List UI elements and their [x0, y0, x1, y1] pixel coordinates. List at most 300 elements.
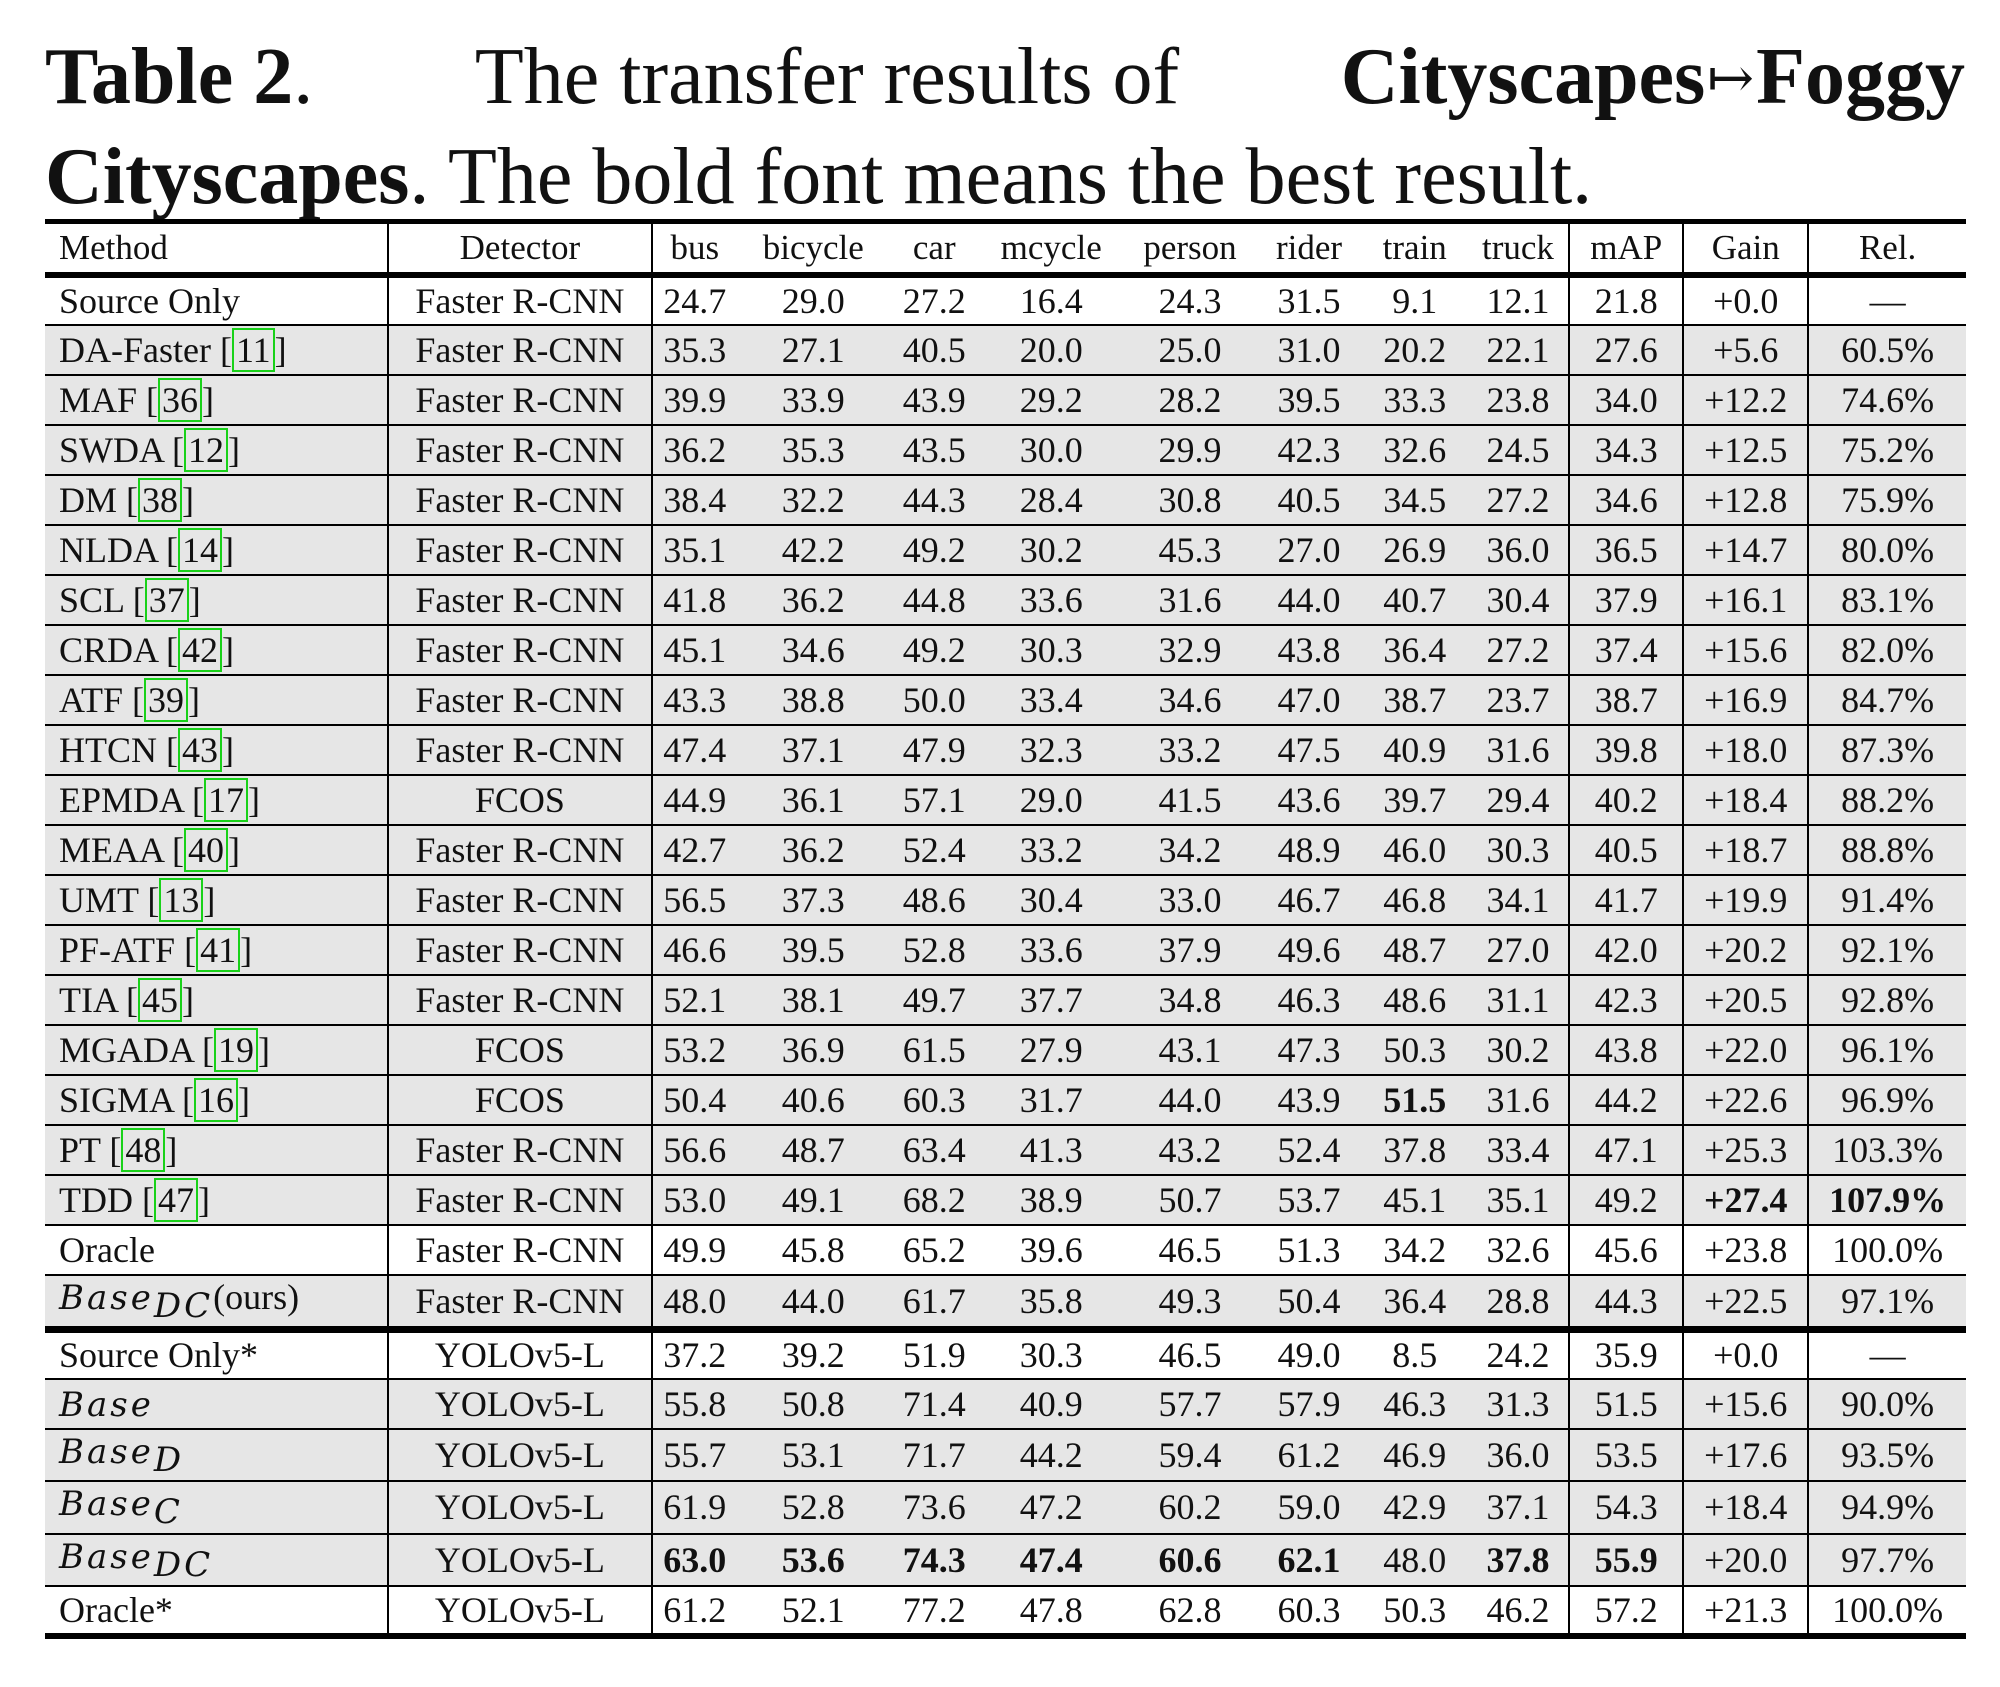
- value-cell-person: 45.3: [1124, 525, 1256, 575]
- value-cell-person: 60.2: [1124, 1481, 1256, 1533]
- method-cell: PT [ 48 ]: [45, 1125, 388, 1175]
- citation-link[interactable]: 48: [121, 1128, 165, 1172]
- value-cell-train: 45.1: [1362, 1175, 1468, 1225]
- method-name: DA-Faster: [59, 329, 211, 370]
- citation-link[interactable]: 14: [178, 528, 222, 572]
- method-suffix: (ours): [213, 1276, 300, 1317]
- value-cell-person: 31.6: [1124, 575, 1256, 625]
- value-cell-rider: 46.7: [1256, 875, 1362, 925]
- value-cell-bicycle: 35.3: [736, 425, 890, 475]
- value-cell-map: 53.5: [1569, 1429, 1683, 1481]
- citation-link[interactable]: 40: [184, 828, 228, 872]
- mapsto-symbol: ↦: [1707, 48, 1755, 110]
- value-cell-map: 55.9: [1569, 1534, 1683, 1586]
- value-cell-gain: +16.9: [1683, 675, 1808, 725]
- citation-link[interactable]: 41: [196, 928, 240, 972]
- value-cell-rel: 93.5%: [1808, 1429, 1966, 1481]
- value-cell-mcycle: 28.4: [979, 475, 1124, 525]
- value-cell-car: 48.6: [890, 875, 978, 925]
- value-cell-bus: 53.0: [652, 1175, 736, 1225]
- value-cell-car: 77.2: [902, 1589, 966, 1630]
- value-cell-bicycle: 45.8: [781, 1229, 845, 1270]
- value-cell-train: 34.2: [1383, 1229, 1447, 1270]
- caption-note: The bold font means the best result.: [447, 133, 1593, 221]
- value-cell-car: 49.2: [890, 625, 978, 675]
- value-cell-bus: 39.9: [652, 375, 736, 425]
- value-cell-car: 27.2: [902, 280, 966, 321]
- detector-cell: FCOS: [388, 1075, 652, 1125]
- method-name: Source Only: [59, 280, 240, 321]
- value-cell-bicycle: 52.8: [736, 1481, 890, 1533]
- value-cell-map: 47.1: [1569, 1125, 1683, 1175]
- value-cell-car: 51.9: [902, 1335, 966, 1376]
- value-cell-rel: 97.7%: [1808, 1534, 1966, 1586]
- method-cell: EPMDA [ 17 ]: [45, 775, 388, 825]
- table-row: [45, 1379, 1966, 1429]
- value-cell-car: 44.3: [890, 475, 978, 525]
- value-cell-bus: 35.1: [652, 525, 736, 575]
- value-cell-mcycle: 38.9: [979, 1175, 1124, 1225]
- method-name: TDD: [59, 1179, 133, 1220]
- value-cell-rider: 53.7: [1256, 1175, 1362, 1225]
- value-cell-bicycle: 50.8: [736, 1379, 890, 1429]
- method-cell: [45, 275, 388, 325]
- table-row: [45, 275, 1966, 325]
- value-cell-map: 27.6: [1569, 325, 1683, 375]
- value-cell-bicycle: 37.3: [736, 875, 890, 925]
- value-cell-rel: 107.9%: [1808, 1175, 1966, 1225]
- value-cell-car: 43.9: [890, 375, 978, 425]
- value-cell-train: 8.5: [1392, 1335, 1438, 1376]
- citation-link[interactable]: 17: [204, 778, 248, 822]
- value-cell-map: 21.8: [1569, 275, 1683, 325]
- detector-cell: YOLOv5-L: [388, 1379, 652, 1429]
- value-cell-rider: 48.9: [1256, 825, 1362, 875]
- value-cell-gain: +20.2: [1683, 925, 1808, 975]
- value-cell-car: 73.6: [890, 1481, 978, 1533]
- value-cell-train: 39.7: [1362, 775, 1468, 825]
- table-row: [45, 925, 1966, 975]
- method-name: EPMDA: [59, 779, 184, 820]
- value-cell-person: 24.3: [1158, 280, 1222, 321]
- method-name: PT: [59, 1129, 101, 1170]
- method-cell: ATF [ 39 ]: [45, 675, 388, 725]
- method-cell: [45, 1586, 388, 1636]
- detector-cell: Faster R-CNN: [388, 525, 652, 575]
- value-cell-mcycle: 35.8: [979, 1275, 1124, 1330]
- value-cell-truck: 24.5: [1468, 425, 1570, 475]
- value-cell-car: 49.2: [890, 525, 978, 575]
- table-row: [45, 775, 1966, 825]
- value-cell-map: 34.3: [1569, 425, 1683, 475]
- value-cell-gain: +15.6: [1683, 625, 1808, 675]
- value-cell-train: 26.9: [1362, 525, 1468, 575]
- col-header-detector: Detector: [388, 222, 652, 275]
- method-subscript: DC: [153, 1285, 214, 1326]
- value-cell-mcycle: 30.2: [979, 525, 1124, 575]
- col-header-train: train: [1382, 227, 1447, 267]
- value-cell-gain: +22.5: [1683, 1275, 1808, 1330]
- value-cell-mcycle: 33.2: [979, 825, 1124, 875]
- value-cell-train: 38.7: [1362, 675, 1468, 725]
- value-cell-rider: 43.6: [1256, 775, 1362, 825]
- value-cell-truck: 23.8: [1468, 375, 1570, 425]
- value-cell-rel: 84.7%: [1808, 675, 1966, 725]
- value-cell-mcycle: 44.2: [979, 1429, 1124, 1481]
- value-cell-rel: 83.1%: [1808, 575, 1966, 625]
- value-cell-rider: 46.3: [1256, 975, 1362, 1025]
- value-cell-gain: +22.6: [1683, 1075, 1808, 1125]
- value-cell-mcycle: 31.7: [979, 1075, 1124, 1125]
- value-cell-truck: 12.1: [1468, 275, 1570, 325]
- value-cell-train: 9.1: [1392, 280, 1438, 321]
- citation-link[interactable]: 47: [154, 1178, 198, 1222]
- citation-link[interactable]: 12: [184, 428, 228, 472]
- value-cell-car: 60.3: [890, 1075, 978, 1125]
- value-cell-rel: —: [1869, 280, 1906, 321]
- value-cell-mcycle: 27.9: [979, 1025, 1124, 1075]
- value-cell-mcycle: 47.8: [1019, 1589, 1083, 1630]
- value-cell-rider: 50.4: [1256, 1275, 1362, 1330]
- value-cell-truck: 33.4: [1468, 1125, 1570, 1175]
- value-cell-bus: 52.1: [652, 975, 736, 1025]
- value-cell-rider: 39.5: [1256, 375, 1362, 425]
- value-cell-rel: 100.0%: [1832, 1589, 1944, 1630]
- value-cell-car: 63.4: [890, 1125, 978, 1175]
- value-cell-map: 39.8: [1569, 725, 1683, 775]
- method-cell: PF-ATF [ 41 ]: [45, 925, 388, 975]
- value-cell-rel: 100.0%: [1832, 1229, 1944, 1270]
- method-name: CRDA: [59, 629, 158, 670]
- method-cell: [45, 1329, 388, 1379]
- citation-link[interactable]: 11: [232, 328, 275, 372]
- value-cell-truck: 31.1: [1468, 975, 1570, 1025]
- value-cell-map: 34.6: [1569, 475, 1683, 525]
- value-cell-person: 25.0: [1124, 325, 1256, 375]
- value-cell-truck: 30.3: [1468, 825, 1570, 875]
- value-cell-bus: 42.7: [652, 825, 736, 875]
- value-cell-mcycle: 30.4: [979, 875, 1124, 925]
- value-cell-person: 33.2: [1124, 725, 1256, 775]
- value-cell-gain: +25.3: [1683, 1125, 1808, 1175]
- value-cell-map: 54.3: [1569, 1481, 1683, 1533]
- table-caption: Table 2. The transfer results of Cityscapes↦Foggy Cityscapes. The bold font means the best result.: [45, 28, 1965, 226]
- method-name: SCL: [59, 579, 124, 620]
- citation-link[interactable]: 37: [145, 578, 189, 622]
- value-cell-rel: 92.1%: [1808, 925, 1966, 975]
- value-cell-bicycle: 38.8: [736, 675, 890, 725]
- value-cell-rider: 27.0: [1256, 525, 1362, 575]
- value-cell-bus: 61.9: [652, 1481, 736, 1533]
- value-cell-gain: +20.0: [1683, 1534, 1808, 1586]
- value-cell-gain: +12.5: [1683, 425, 1808, 475]
- method-name: Base: [59, 1484, 154, 1525]
- detector-cell: Faster R-CNN: [388, 325, 652, 375]
- value-cell-train: 46.0: [1362, 825, 1468, 875]
- detector-cell: Faster R-CNN: [388, 1225, 652, 1275]
- value-cell-bus: 55.8: [652, 1379, 736, 1429]
- citation-link[interactable]: 36: [158, 378, 202, 422]
- value-cell-bicycle: 39.2: [781, 1335, 845, 1376]
- method-cell: SIGMA [ 16 ]: [45, 1075, 388, 1125]
- detector-cell: YOLOv5-L: [388, 1481, 652, 1533]
- value-cell-person: 50.7: [1124, 1175, 1256, 1225]
- value-cell-train: 33.3: [1362, 375, 1468, 425]
- value-cell-rel: 97.1%: [1808, 1275, 1966, 1330]
- table-row: [45, 375, 1966, 425]
- value-cell-car: 44.8: [890, 575, 978, 625]
- method-name: MEAA: [59, 829, 164, 870]
- col-header-bicycle: bicycle: [762, 227, 864, 267]
- value-cell-map: 44.2: [1569, 1075, 1683, 1125]
- value-cell-train: 40.7: [1362, 575, 1468, 625]
- value-cell-mcycle: 29.0: [979, 775, 1124, 825]
- value-cell-truck: 28.8: [1468, 1275, 1570, 1330]
- value-cell-truck: 31.6: [1468, 725, 1570, 775]
- results-table: [45, 219, 1966, 1639]
- value-cell-gain: +18.4: [1683, 1481, 1808, 1533]
- value-cell-bus: 63.0: [652, 1534, 736, 1586]
- table-row: [45, 575, 1966, 625]
- value-cell-mcycle: 39.6: [1019, 1229, 1083, 1270]
- value-cell-bus: 61.2: [663, 1589, 727, 1630]
- detector-cell: Faster R-CNN: [388, 675, 652, 725]
- value-cell-train: 48.0: [1362, 1534, 1468, 1586]
- value-cell-rider: 43.8: [1256, 625, 1362, 675]
- method-cell: [45, 1225, 388, 1275]
- value-cell-car: 65.2: [902, 1229, 966, 1270]
- value-cell-truck: 36.0: [1468, 525, 1570, 575]
- col-header-map: mAP: [1569, 222, 1683, 275]
- method-name: ATF: [59, 679, 124, 720]
- value-cell-bicycle: 33.9: [736, 375, 890, 425]
- value-cell-car: 43.5: [890, 425, 978, 475]
- value-cell-gain: +19.9: [1683, 875, 1808, 925]
- detector-cell: Faster R-CNN: [388, 475, 652, 525]
- method-name: NLDA: [59, 529, 157, 570]
- value-cell-car: 52.4: [890, 825, 978, 875]
- value-cell-map: 51.5: [1569, 1379, 1683, 1429]
- detector-cell: Faster R-CNN: [388, 875, 652, 925]
- value-cell-truck: 32.6: [1468, 1225, 1570, 1275]
- citation-link[interactable]: 38: [138, 478, 182, 522]
- value-cell-rel: 75.9%: [1808, 475, 1966, 525]
- method-subscript: D: [153, 1440, 185, 1481]
- value-cell-bus: 56.6: [652, 1125, 736, 1175]
- value-cell-map: 42.3: [1569, 975, 1683, 1025]
- value-cell-rider: 52.4: [1256, 1125, 1362, 1175]
- value-cell-rider: 42.3: [1256, 425, 1362, 475]
- value-cell-person: 28.2: [1124, 375, 1256, 425]
- value-cell-rel: 88.2%: [1808, 775, 1966, 825]
- method-subscript: C: [153, 1492, 183, 1533]
- detector-cell: YOLOv5-L: [388, 1429, 652, 1481]
- value-cell-train: 46.9: [1362, 1429, 1468, 1481]
- value-cell-person: 57.7: [1124, 1379, 1256, 1429]
- value-cell-train: 50.3: [1362, 1025, 1468, 1075]
- value-cell-rel: 74.6%: [1808, 375, 1966, 425]
- value-cell-truck: 37.1: [1468, 1481, 1570, 1533]
- faster-rcnn-group: [45, 275, 1966, 1330]
- value-cell-train: 40.9: [1362, 725, 1468, 775]
- col-header-car: car: [912, 227, 956, 267]
- method-cell: MAF [ 36 ]: [45, 375, 388, 425]
- value-cell-bus: 56.5: [652, 875, 736, 925]
- value-cell-person: 41.5: [1124, 775, 1256, 825]
- value-cell-bus: 44.9: [652, 775, 736, 825]
- value-cell-car: 61.7: [890, 1275, 978, 1330]
- col-header-person: person: [1143, 227, 1237, 267]
- detector-cell: YOLOv5-L: [388, 1329, 652, 1379]
- value-cell-map: 40.5: [1569, 825, 1683, 875]
- value-cell-rider: 51.3: [1277, 1229, 1341, 1270]
- value-cell-truck: 37.8: [1468, 1534, 1570, 1586]
- caption-tgt-dataset-b: Cityscapes: [45, 133, 410, 221]
- table-row: [45, 1025, 1966, 1075]
- value-cell-truck: 31.6: [1468, 1075, 1570, 1125]
- detector-cell: Faster R-CNN: [388, 575, 652, 625]
- detector-cell: Faster R-CNN: [388, 975, 652, 1025]
- method-name: DM: [59, 479, 118, 520]
- col-header-truck: truck: [1468, 222, 1570, 275]
- value-cell-rider: 60.3: [1277, 1589, 1341, 1630]
- value-cell-gain: +16.1: [1683, 575, 1808, 625]
- method-cell: [45, 1429, 388, 1481]
- value-cell-gain: +18.7: [1683, 825, 1808, 875]
- value-cell-person: 34.8: [1124, 975, 1256, 1025]
- value-cell-rider: 40.5: [1256, 475, 1362, 525]
- value-cell-rel: 82.0%: [1808, 625, 1966, 675]
- citation-link[interactable]: 13: [159, 878, 203, 922]
- yolo-group: [45, 1329, 1966, 1636]
- value-cell-gain: +20.5: [1683, 975, 1808, 1025]
- value-cell-rider: 49.0: [1277, 1335, 1341, 1376]
- table-row: [45, 975, 1966, 1025]
- value-cell-train: 36.4: [1362, 625, 1468, 675]
- value-cell-bicycle: 52.1: [781, 1589, 845, 1630]
- method-name: TIA: [59, 979, 117, 1020]
- value-cell-car: 71.4: [890, 1379, 978, 1429]
- value-cell-car: 40.5: [890, 325, 978, 375]
- method-cell: TDD [ 47 ]: [45, 1175, 388, 1225]
- table-row: [45, 875, 1966, 925]
- value-cell-person: 46.5: [1158, 1229, 1222, 1270]
- table-row: [45, 825, 1966, 875]
- citation-link[interactable]: 43: [178, 728, 222, 772]
- value-cell-bicycle: 48.7: [736, 1125, 890, 1175]
- value-cell-person: 32.9: [1124, 625, 1256, 675]
- value-cell-bicycle: 42.2: [736, 525, 890, 575]
- value-cell-gain: +12.2: [1683, 375, 1808, 425]
- table-row: [45, 325, 1966, 375]
- value-cell-map: 42.0: [1569, 925, 1683, 975]
- value-cell-train: 48.6: [1362, 975, 1468, 1025]
- value-cell-bus: 35.3: [652, 325, 736, 375]
- value-cell-bicycle: 36.2: [736, 825, 890, 875]
- value-cell-mcycle: 16.4: [1019, 280, 1083, 321]
- value-cell-bus: 24.7: [663, 280, 727, 321]
- value-cell-rider: 44.0: [1256, 575, 1362, 625]
- table-row: [45, 1075, 1966, 1125]
- value-cell-person: 29.9: [1124, 425, 1256, 475]
- caption-label: Table 2: [45, 33, 294, 121]
- table-row: [45, 675, 1966, 725]
- method-name: Oracle: [59, 1229, 155, 1270]
- citation-link[interactable]: 16: [194, 1078, 238, 1122]
- value-cell-gain: +5.6: [1683, 325, 1808, 375]
- method-name: MAF: [59, 379, 138, 420]
- col-header-mcycle: mcycle: [1000, 227, 1102, 267]
- value-cell-truck: 27.0: [1468, 925, 1570, 975]
- value-cell-car: 71.7: [890, 1429, 978, 1481]
- value-cell-rider: 31.5: [1277, 280, 1341, 321]
- value-cell-rel: 96.1%: [1808, 1025, 1966, 1075]
- value-cell-bus: 47.4: [652, 725, 736, 775]
- citation-link[interactable]: 45: [138, 978, 182, 1022]
- table-row: [45, 1275, 1966, 1330]
- value-cell-train: 37.8: [1362, 1125, 1468, 1175]
- header-row: [45, 222, 1966, 275]
- method-name: HTCN: [59, 729, 157, 770]
- citation-link[interactable]: 39: [144, 678, 188, 722]
- value-cell-truck: 29.4: [1468, 775, 1570, 825]
- value-cell-mcycle: 37.7: [979, 975, 1124, 1025]
- value-cell-truck: 36.0: [1468, 1429, 1570, 1481]
- value-cell-map: 44.3: [1569, 1275, 1683, 1330]
- value-cell-car: 47.9: [890, 725, 978, 775]
- value-cell-person: 59.4: [1124, 1429, 1256, 1481]
- value-cell-mcycle: 41.3: [979, 1125, 1124, 1175]
- value-cell-rel: 87.3%: [1808, 725, 1966, 775]
- value-cell-truck: 27.2: [1468, 475, 1570, 525]
- value-cell-rel: 80.0%: [1808, 525, 1966, 575]
- method-subscript: DC: [153, 1544, 214, 1585]
- method-cell: NLDA [ 14 ]: [45, 525, 388, 575]
- value-cell-rider: 62.1: [1256, 1534, 1362, 1586]
- value-cell-rider: 31.0: [1256, 325, 1362, 375]
- table-row: [45, 625, 1966, 675]
- value-cell-truck: 31.3: [1468, 1379, 1570, 1429]
- method-cell: TIA [ 45 ]: [45, 975, 388, 1025]
- value-cell-map: 45.6: [1569, 1225, 1683, 1275]
- table-row: [45, 1175, 1966, 1225]
- method-cell: CRDA [ 42 ]: [45, 625, 388, 675]
- citation-link[interactable]: 42: [178, 628, 222, 672]
- detector-cell: Faster R-CNN: [388, 925, 652, 975]
- method-name: PF-ATF: [59, 929, 176, 970]
- caption-src-dataset: Cityscapes: [1340, 33, 1706, 121]
- citation-link[interactable]: 19: [214, 1028, 258, 1072]
- value-cell-map: 57.2: [1569, 1586, 1683, 1636]
- value-cell-car: 61.5: [890, 1025, 978, 1075]
- method-cell: HTCN [ 43 ]: [45, 725, 388, 775]
- value-cell-truck: 46.2: [1468, 1586, 1570, 1636]
- value-cell-rel: 92.8%: [1808, 975, 1966, 1025]
- value-cell-mcycle: 33.4: [979, 675, 1124, 725]
- method-name: Oracle*: [59, 1589, 173, 1630]
- value-cell-bicycle: 38.1: [736, 975, 890, 1025]
- detector-cell: Faster R-CNN: [388, 625, 652, 675]
- detector-cell: Faster R-CNN: [388, 1275, 652, 1330]
- value-cell-train: 46.3: [1362, 1379, 1468, 1429]
- method-name: UMT: [59, 879, 139, 920]
- value-cell-car: 52.8: [890, 925, 978, 975]
- value-cell-mcycle: 40.9: [979, 1379, 1124, 1429]
- detector-cell: Faster R-CNN: [388, 725, 652, 775]
- value-cell-train: 34.5: [1362, 475, 1468, 525]
- value-cell-map: 36.5: [1569, 525, 1683, 575]
- value-cell-truck: 34.1: [1468, 875, 1570, 925]
